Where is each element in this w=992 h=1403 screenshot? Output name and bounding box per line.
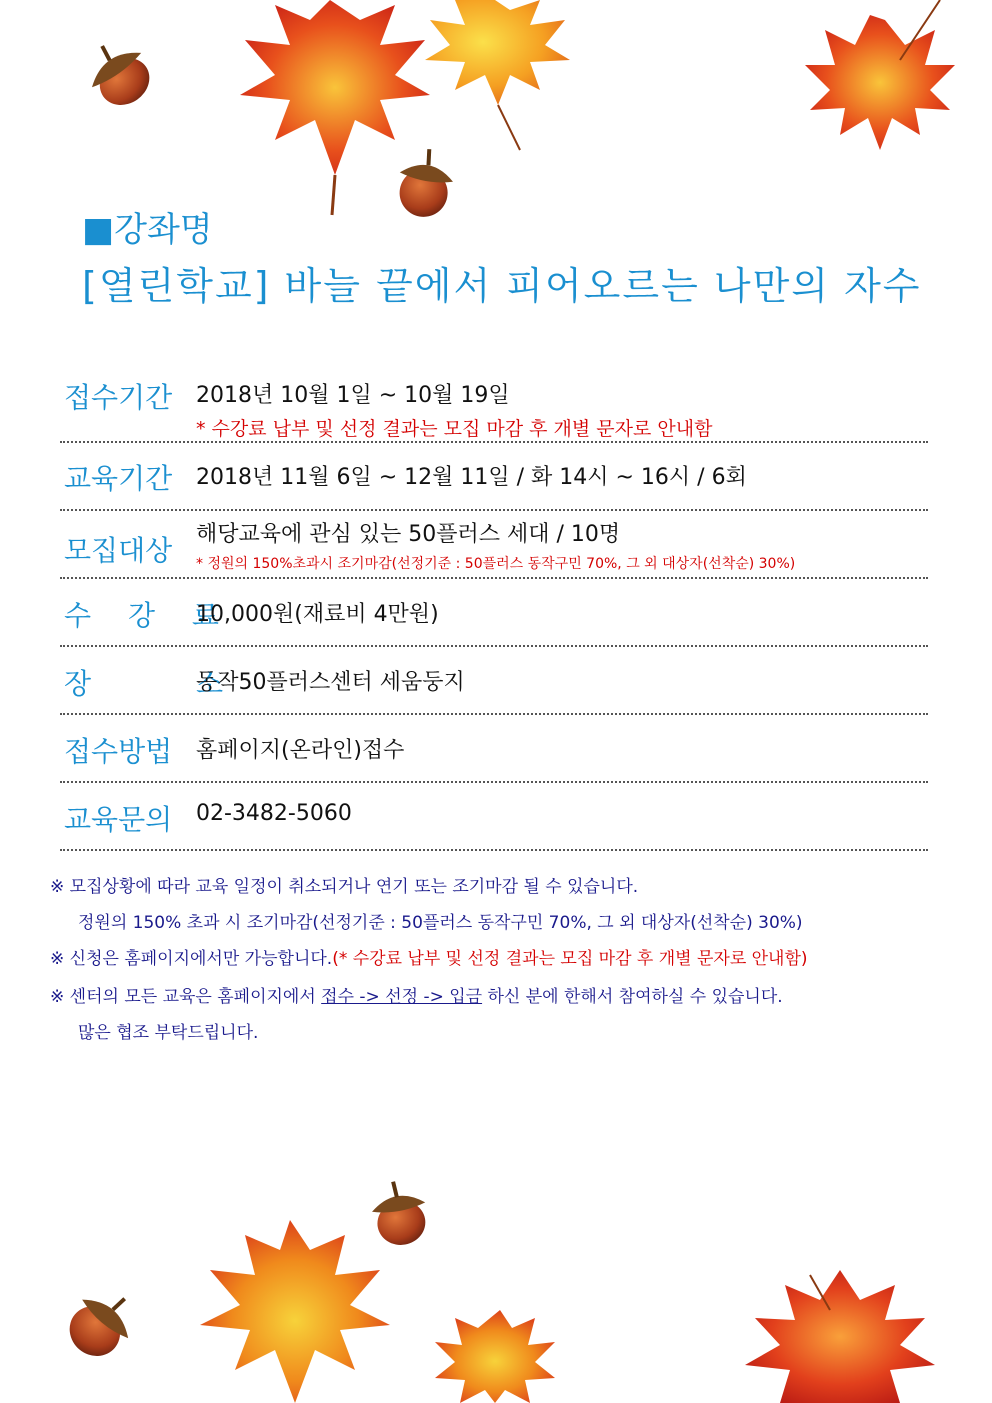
maple-leaf-icon bbox=[745, 1270, 935, 1403]
maple-leaf-icon bbox=[240, 0, 430, 215]
value-method: 홈페이지(온라인)접수 bbox=[196, 738, 405, 763]
maple-leaf-icon bbox=[200, 1220, 390, 1403]
autumn-leaves-bottom-decoration bbox=[0, 1150, 992, 1403]
row-reception-period bbox=[60, 360, 928, 443]
row-target bbox=[60, 511, 928, 579]
note-procedure-steps: 접수 -> 선정 -> 입금 bbox=[321, 987, 483, 1007]
section-heading: ■강좌명 bbox=[82, 210, 213, 250]
note-line-homepage bbox=[50, 944, 808, 969]
row-education-period bbox=[60, 443, 928, 511]
value-fee: 10,000원(재료비 4만원) bbox=[196, 602, 439, 627]
value-inquiry: 02-3482-5060 bbox=[196, 801, 352, 826]
row-method bbox=[60, 715, 928, 783]
acorn-icon bbox=[56, 1278, 146, 1369]
note-procedure-post: 하신 분에 한해서 참여하실 수 있습니다. bbox=[482, 987, 783, 1007]
note-line-thanks: 많은 협조 부탁드립니다. bbox=[78, 1023, 259, 1043]
label-target: 모집대상 bbox=[64, 534, 173, 567]
label-reception-period: 접수기간 bbox=[64, 381, 173, 414]
acorn-icon bbox=[368, 1177, 432, 1249]
label-place: 장 소 bbox=[64, 667, 271, 700]
note-line-schedule: ※ 모집상황에 따라 교육 일정이 취소되거나 연기 또는 조기마감 될 수 있습니다. bbox=[50, 877, 639, 897]
label-education-period: 교육기간 bbox=[64, 462, 173, 495]
note-homepage-main: ※ 신청은 홈페이지에서만 가능합니다. bbox=[50, 949, 333, 969]
value-education-period: 2018년 11월 6일 ~ 12월 11일 / 화 14시 ~ 16시 / 6회 bbox=[196, 465, 747, 490]
course-info-table bbox=[60, 360, 928, 851]
note-target: * 정원의 150%초과시 조기마감(선정기준 : 50플러스 동작구민 70%, 그 외 대상자(선착순) 30%) bbox=[196, 556, 796, 572]
label-inquiry: 교육문의 bbox=[64, 803, 173, 836]
value-reception-period: 2018년 10월 1일 ~ 10월 19일 bbox=[196, 383, 510, 408]
row-fee bbox=[60, 579, 928, 647]
note-reception-period: * 수강료 납부 및 선정 결과는 모집 마감 후 개별 문자로 안내함 bbox=[196, 418, 713, 440]
value-place: 동작50플러스센터 세움둥지 bbox=[196, 670, 465, 695]
row-place bbox=[60, 647, 928, 715]
note-line-criteria: 정원의 150% 초과 시 조기마감(선정기준 : 50플러스 동작구민 70%, 그 외 대상자(선착순) 30%) bbox=[78, 913, 803, 933]
value-target: 해당교육에 관심 있는 50플러스 세대 / 10명 bbox=[196, 522, 621, 547]
note-procedure-pre: ※ 센터의 모든 교육은 홈페이지에서 bbox=[50, 987, 322, 1007]
course-title: [열린학교] 바늘 끝에서 피어오르는 나만의 자수 bbox=[82, 264, 922, 308]
label-fee: 수 강 료 bbox=[64, 599, 233, 632]
note-line-procedure bbox=[50, 982, 783, 1007]
note-homepage-red: (* 수강료 납부 및 선정 결과는 모집 마감 후 개별 문자로 안내함) bbox=[332, 949, 808, 969]
maple-leaf-icon bbox=[805, 0, 955, 150]
row-inquiry bbox=[60, 783, 928, 851]
maple-leaf-icon bbox=[435, 1310, 555, 1403]
label-method: 접수방법 bbox=[64, 735, 173, 768]
acorn-icon bbox=[393, 145, 458, 221]
maple-leaf-icon bbox=[425, 0, 570, 150]
acorn-icon bbox=[76, 30, 162, 117]
